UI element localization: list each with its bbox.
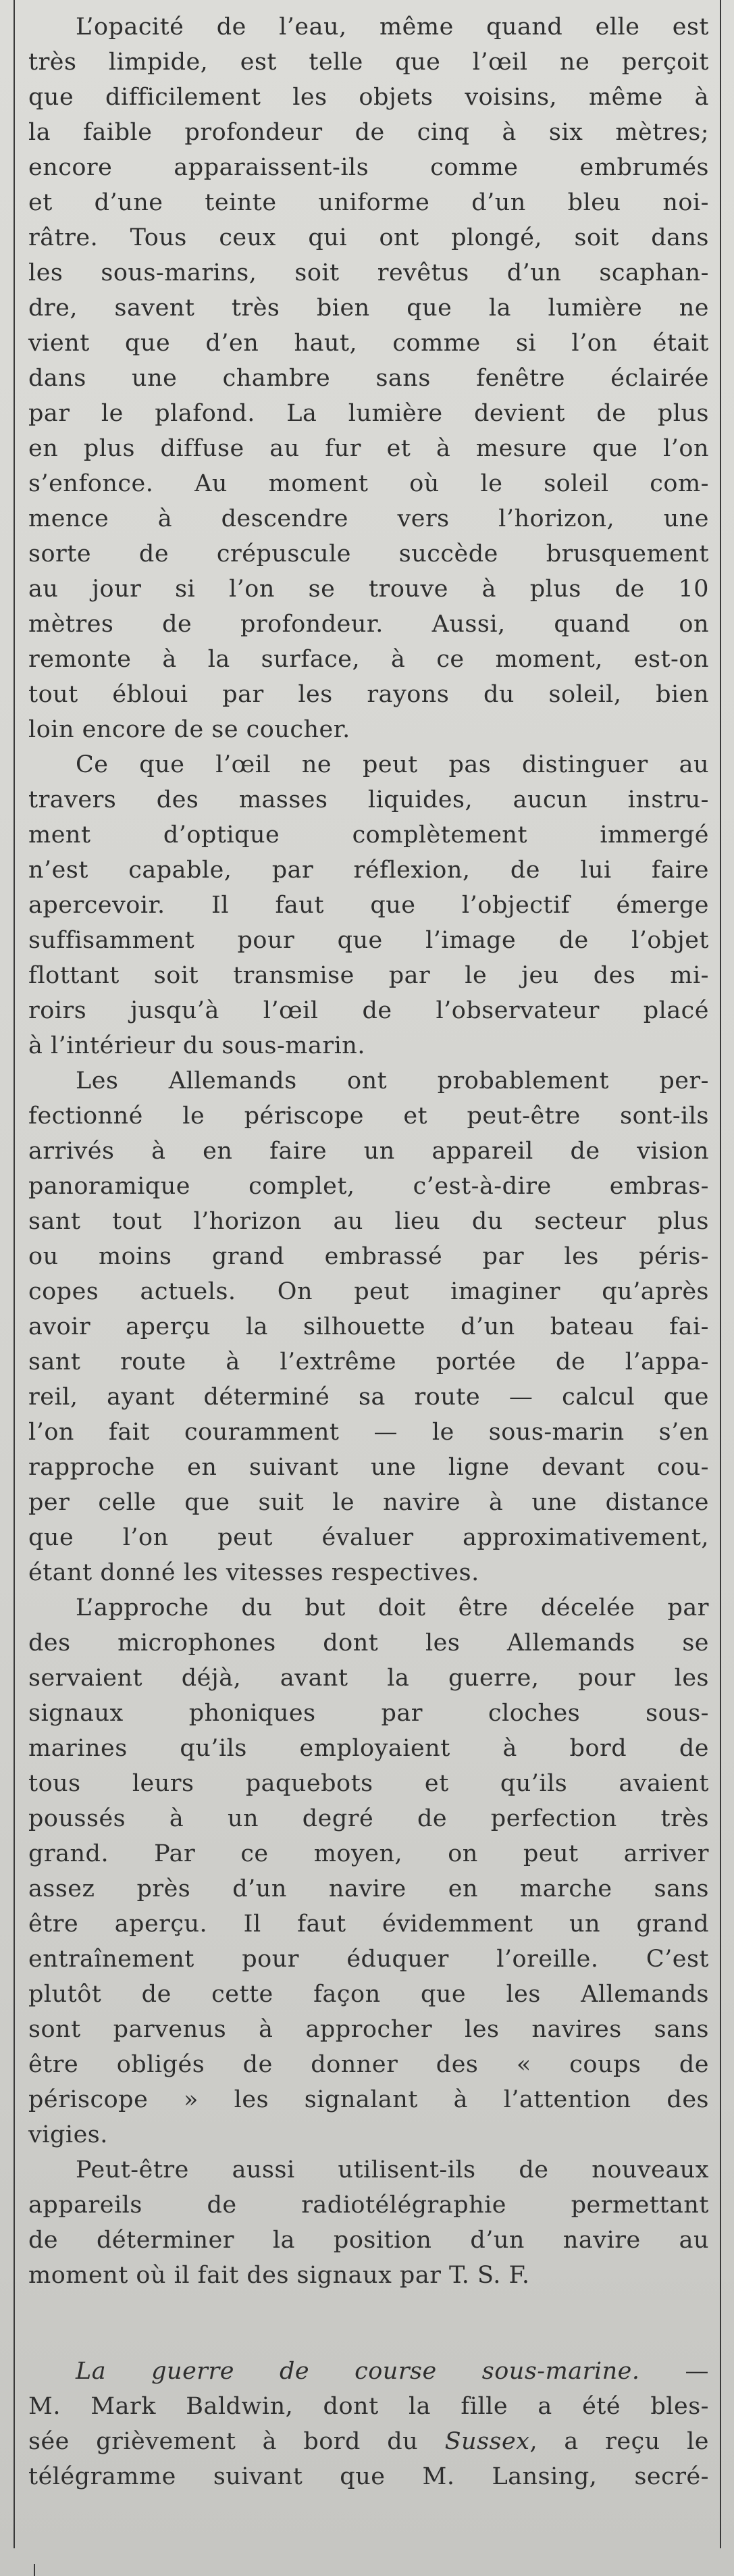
column-rule-next: [34, 2564, 35, 2576]
text-line: [28, 2459, 709, 2494]
text-line: les sous-marins, soit revêtus d’un scaphan-: [28, 259, 709, 286]
text-line: sont parvenus à approcher les navires sans: [28, 2016, 709, 2043]
text-line: l’on fait couramment — le sous-marin s’en: [28, 1419, 709, 1446]
text-line: être obligés de donner des « coups de: [28, 2051, 709, 2078]
text-line: panoramique complet, c’est-à-dire embras-: [28, 1173, 709, 1200]
text-line: ment d’optique complètement immergé: [28, 822, 709, 849]
text-line: arrivés à en faire un appareil de vision: [28, 1138, 709, 1165]
text-line: sorte de crépuscule succède brusquement: [28, 540, 709, 567]
text-line: périscope » les signalant à l’attention des: [28, 2086, 709, 2113]
text-line: vigies.: [28, 2121, 108, 2148]
text-segment: sée grièvement à bord du: [28, 2428, 445, 2455]
text-line: plutôt de cette façon que les Allemands: [28, 1981, 709, 2008]
text-line: flottant soit transmise par le jeu des mi-: [28, 962, 709, 989]
text-line: tout ébloui par les rayons du soleil, bien: [28, 681, 709, 708]
text-line: Les Allemands ont probablement per-: [76, 1067, 709, 1094]
text-line: moment où il fait des signaux par T. S. F.: [28, 2262, 530, 2289]
paragraph: [28, 1590, 709, 2152]
italic-text: La guerre de course sous-marine.: [76, 2358, 640, 2385]
text-line: L’opacité de l’eau, même quand elle est: [76, 14, 709, 41]
text-segment: M. Mark Baldwin, dont la fille a été bles-: [28, 2393, 709, 2420]
text-line: que l’on peut évaluer approximativement,: [28, 1524, 709, 1551]
column-rule-right: [720, 0, 721, 2548]
text-line: assez près d’un navire en marche sans: [28, 1875, 709, 1902]
text-segment: télégramme suivant que M. Lansing, secré-: [28, 2463, 709, 2490]
text-line: fectionné le périscope et peut-être sont-ils: [28, 1103, 709, 1130]
text-line: reil, ayant déterminé sa route — calcul que: [28, 1384, 709, 1411]
text-line: très limpide, est telle que l’œil ne perçoit: [28, 49, 709, 76]
text-line: la faible profondeur de cinq à six mètres;: [28, 119, 709, 146]
next-news-item: [28, 2354, 709, 2494]
text-line: n’est capable, par réflexion, de lui faire: [28, 857, 709, 884]
text-line: au jour si l’on se trouve à plus de 10: [28, 576, 709, 603]
text-segment: —: [639, 2358, 709, 2385]
paragraph: [28, 2152, 709, 2293]
text-line: rapproche en suivant une ligne devant cou-: [28, 1454, 709, 1481]
text-line: Peut-être aussi utilisent-ils de nouveaux: [76, 2156, 709, 2183]
text-line: remonte à la surface, à ce moment, est-on: [28, 646, 709, 673]
paragraph: [28, 9, 709, 747]
text-line: per celle que suit le navire à une distance: [28, 1489, 709, 1516]
text-line: par le plafond. La lumière devient de plus: [28, 400, 709, 427]
text-line: de déterminer la position d’un navire au: [28, 2227, 709, 2254]
section-gap: [28, 2293, 709, 2354]
text-line: apercevoir. Il faut que l’objectif émerge: [28, 892, 709, 919]
text-line: s’enfonce. Au moment où le soleil com-: [28, 470, 709, 497]
text-line: encore apparaissent-ils comme embrumés: [28, 154, 709, 181]
text-line: sant tout l’horizon au lieu du secteur plus: [28, 1208, 709, 1235]
text-line: sant route à l’extrême portée de l’appa-: [28, 1348, 709, 1375]
paragraph: [28, 1063, 709, 1590]
text-line: et d’une teinte uniforme d’un bleu noi-: [28, 189, 709, 216]
text-line: vient que d’en haut, comme si l’on était: [28, 330, 709, 357]
text-line: râtre. Tous ceux qui ont plongé, soit dans: [28, 224, 709, 251]
text-line: des microphones dont les Allemands se: [28, 1630, 709, 1657]
text-line: travers des masses liquides, aucun instru-: [28, 786, 709, 813]
article-column: [28, 9, 709, 2494]
italic-text: Sussex: [444, 2428, 530, 2455]
text-line: tous leurs paquebots et qu’ils avaient: [28, 1770, 709, 1797]
text-line: signaux phoniques par cloches sous-: [28, 1700, 709, 1727]
text-line: à l’intérieur du sous-marin.: [28, 1032, 365, 1059]
text-line: étant donné les vitesses respectives.: [28, 1559, 479, 1586]
text-line: appareils de radiotélégraphie permettant: [28, 2192, 709, 2219]
text-line: marines qu’ils employaient à bord de: [28, 1735, 709, 1762]
text-line: Ce que l’œil ne peut pas distinguer au: [76, 751, 709, 778]
text-line: grand. Par ce moyen, on peut arriver: [28, 1840, 709, 1867]
news-item-heading-line: [28, 2354, 709, 2389]
text-line: L’approche du but doit être décelée par: [76, 1594, 709, 1621]
text-line: poussés à un degré de perfection très: [28, 1805, 709, 1832]
text-line: dans une chambre sans fenêtre éclairée: [28, 365, 709, 392]
text-line: copes actuels. On peut imaginer qu’après: [28, 1278, 709, 1305]
article-body: [28, 9, 709, 2293]
text-line: que difficilement les objets voisins, même à: [28, 84, 709, 111]
text-line: être aperçu. Il faut évidemment un grand: [28, 1911, 709, 1938]
text-line: entraînement pour éduquer l’oreille. C’est: [28, 1946, 709, 1973]
text-segment: , a reçu le: [529, 2428, 709, 2455]
text-line: mètres de profondeur. Aussi, quand on: [28, 611, 709, 638]
text-line: roirs jusqu’à l’œil de l’observateur placé: [28, 997, 709, 1024]
text-line: ou moins grand embrassé par les péris-: [28, 1243, 709, 1270]
text-line: servaient déjà, avant la guerre, pour les: [28, 1665, 709, 1692]
text-line: suffisamment pour que l’image de l’objet: [28, 927, 709, 954]
text-line: en plus diffuse au fur et à mesure que l’on: [28, 435, 709, 462]
text-line: loin encore de se coucher.: [28, 716, 350, 743]
text-line: avoir aperçu la silhouette d’un bateau fai-: [28, 1313, 709, 1340]
text-line: [28, 2424, 709, 2459]
column-rule-left: [14, 0, 15, 2548]
text-line: mence à descendre vers l’horizon, une: [28, 505, 709, 532]
paragraph: [28, 747, 709, 1063]
text-line: dre, savent très bien que la lumière ne: [28, 295, 709, 322]
text-line: [28, 2389, 709, 2424]
